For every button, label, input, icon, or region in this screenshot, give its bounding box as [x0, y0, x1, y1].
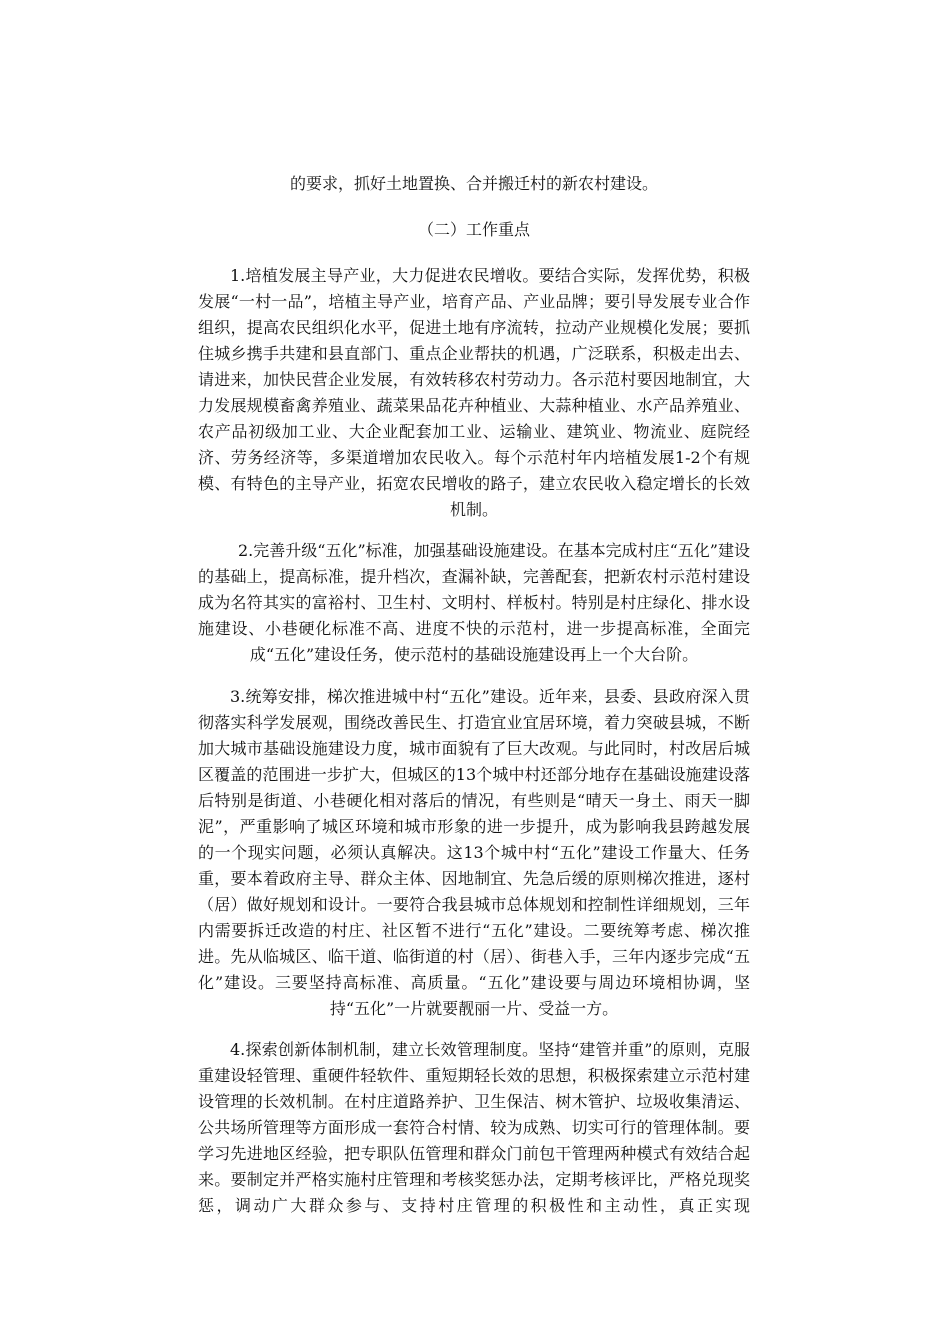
section-heading: （二）工作重点	[417, 220, 530, 239]
paragraph-3: 3.统筹安排，梯次推进城中村“五化”建设。近年来，县委、县政府深入贯彻落实科学发展观，围绕改善民生、打造宜业宜居环境，着力突破县城，不断加大城市基础设施建设力度，城市面貌有了巨大改观。与此同时，村改居后城区覆盖的范围进一步扩大，但城区的13个城中村还部分地存在基础设施建设落后特别是街道、小巷硬化相对落后的情况，有些则是“晴天一身土、雨天一脚泥”，严重影响了城区环境和城市形象的进一步提升，成为影响我县跨越发展的一个现实问题，必须认真解决。这13个城中村“五化”建设工作量大、任务重，要本着政府主导、群众主体、因地制宜、先急后缓的原则梯次推进，逐村（居）做好规划和设计。一要符合我县城市总体规划和控制性详细规划，三年内需要拆迁改造的村庄、社区暂不进行“五化”建设。二要统筹考虑、梯次推进。先从临城区、临干道、临街道的村（居）、街巷入手，三年内逐步完成“五化”建设。三要坚持高标准、高质量。“五化”建设要与周边环境相协调，坚持“五化”一片就要靓丽一片、受益一方。	[198, 687, 750, 1018]
paragraph-2: 2.完善升级“五化”标准，加强基础设施建设。在基本完成村庄“五化”建设的基础上，提高标准，提升档次，查漏补缺，完善配套，把新农村示范村建设成为名符其实的富裕村、卫生村、文明村、样板村。特别是村庄绿化、排水设施建设、小巷硬化标准不高、进度不快的示范村，进一步提高标准，全面完成“五化”建设任务，使示范村的基础设施建设再上一个大台阶。	[198, 541, 750, 664]
paragraph-1: 1.培植发展主导产业，大力促进农民增收。要结合实际，发挥优势，积极发展“一村一品”，培植主导产业，培育产品、产业品牌；要引导发展专业合作组织，提高农民组织化水平，促进土地有序流转，拉动产业规模化发展；要抓住城乡携手共建和县直部门、重点企业帮扶的机遇，广泛联系，积极走出去、请进来，加快民营企业发展，有效转移农村劳动力。各示范村要因地制宜，大力发展规模畜禽养殖业、蔬菜果品花卉种植业、大蒜种植业、水产品养殖业、农产品初级加工业、大企业配套加工业、运输业、建筑业、物流业、庭院经济、劳务经济等，多渠道增加农民收入。每个示范村年内培植发展1-2个有规模、有特色的主导产业，拓宽农民增收的路子，建立农民收入稳定增长的长效机制。	[198, 266, 750, 519]
paragraph-4: 4.探索创新体制机制，建立长效管理制度。坚持“建管并重”的原则，克服重建设轻管理、重硬件轻软件、重短期轻长效的思想，积极探索建立示范村建设管理的长效机制。在村庄道路养护、卫生保洁、树木管护、垃圾收集清运、公共场所管理等方面形成一套符合村情、较为成熟、切实可行的管理体制。要学习先进地区经验，把专职队伍管理和群众门前包干管理两种模式有效结合起来。要制定并严格实施村庄管理和考核奖惩办法，定期考核评比，严格兑现奖惩，调动广大群众参与、支持村庄管理的积极性和主动性，真正实现	[198, 1040, 750, 1215]
continuation-line: 的要求，抓好土地置换、合并搬迁村的新农村建设。	[289, 174, 658, 193]
